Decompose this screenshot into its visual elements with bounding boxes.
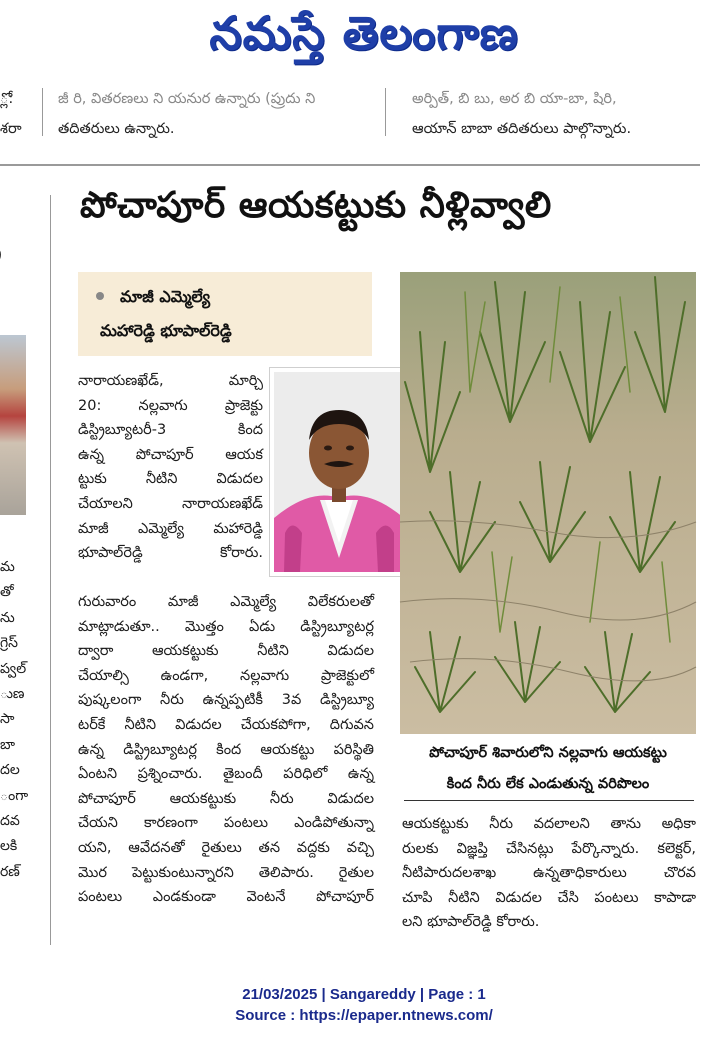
neighbor-text-fragment: లకి (0, 838, 18, 855)
text-line: టర్‌కే నీటిని విడుదల చేయకపోగా, దిగువన (78, 716, 374, 733)
text-line: మాట్లాడుతూ.. మొత్తం ఏడు డిస్ట్రిబ్యూటర్ల (78, 618, 374, 635)
text-line: డిస్ట్రిబ్యూటరీ-3 కింద (78, 422, 263, 439)
text-line: 20: నల్లవాగు ప్రాజెక్టు (78, 397, 263, 414)
top-strip-text: శరా (0, 121, 22, 137)
crop-field-photo (400, 272, 696, 734)
text-line: ఉన్న పోచాపూర్ ఆయక (78, 446, 263, 463)
neighbor-text-fragment: దల (0, 762, 20, 779)
top-strip-text: ్లో: (0, 91, 14, 107)
page-footer (0, 984, 728, 1026)
neighbor-text-fragment: గ్రెస్ (0, 635, 18, 652)
caption-divider (404, 800, 694, 801)
text-line: మాజీ ఎమ్మెల్యే మహారెడ్డి (78, 520, 263, 537)
neighbor-headline-glyph (0, 199, 2, 281)
text-line: భూపాల్‌రెడ్డి కోరారు. (78, 545, 263, 562)
neighbor-text-column (0, 555, 30, 885)
article-headline: పోచాపూర్ ఆయకట్టుకు నీళ్లివ్వాలి (80, 185, 552, 226)
text-line: పుష్కలంగా నీరు ఉన్నప్పటికీ 3వ డిస్ట్రిబ్యూ (78, 692, 374, 709)
text-line: యని, ఆవేదనతో రైతులు తన వద్దకు వచ్చి (78, 839, 374, 856)
text-line: మొర పెట్టుకుంటున్నారని తెలిపారు. రైతుల (78, 864, 374, 881)
column-divider (385, 88, 386, 136)
text-line: ట్టుకు నీటిని విడుదల (78, 471, 263, 488)
text-line: ఉన్న డిస్ట్రిబ్యూటర్ల కింద ఆయకట్టు పరిస్థితి (78, 741, 374, 758)
text-line: పోచాపూర్ ఆయకట్టుకు నీరు విడుదల (78, 790, 374, 807)
article-text-continued (402, 812, 696, 935)
neighbor-text-fragment: తో (0, 584, 14, 601)
crop-field-image (400, 272, 696, 734)
neighbor-text-fragment: ుణ (0, 686, 25, 703)
byline-name: మహారెడ్డి భూపాల్‌రెడ్డి (100, 321, 232, 340)
portrait-image (270, 368, 408, 576)
article-text-main (78, 590, 374, 910)
bullet-icon (96, 292, 104, 300)
neighbor-photo-fragment (0, 335, 26, 515)
text-line: చేయాలని నారాయణఖేడ్ (78, 495, 263, 512)
top-strip-col1 (0, 84, 36, 144)
photo-caption (400, 738, 696, 800)
section-divider (0, 164, 700, 166)
portrait-photo (270, 368, 408, 576)
caption-line: కింద నీరు లేక ఎండుతున్న వరిపొలం (446, 776, 650, 792)
byline-box (78, 272, 372, 356)
text-line: ఆయకట్టుకు నీరు వదలాలని తాను అధికా (402, 816, 696, 832)
masthead-logo: నమస్తే తెలంగాణ (209, 6, 519, 60)
text-line: ద్వారా ఆయకట్టుకు నీటిని విడుదల (78, 643, 374, 660)
top-strip-text: అర్పిత్, బి బు, అర బి యా-బా, షిరి, (412, 91, 617, 107)
footer-source-link[interactable]: Source : https://epaper.ntnews.com/ (235, 1007, 493, 1024)
neighbor-text-fragment: ంగా (0, 787, 29, 804)
text-line: పంటలు ఎండకుండా వెంటనే పోచాపూర్ (78, 889, 374, 906)
footer-date-line: 21/03/2025 | Sangareddy | Page : 1 (242, 986, 486, 1003)
column-divider (50, 195, 51, 945)
neighbor-text-fragment: ప్వల్ (0, 660, 27, 677)
neighbor-headline-fragment (0, 195, 28, 293)
text-line: చూపి నీటిని విడుదల చేసి పంటలు కాపాడా (402, 889, 696, 906)
neighbor-text-fragment: బా (0, 736, 16, 753)
text-line: ఏంటని ప్రశ్నించారు. తైబందీ పరిధిలో ఉన్న (78, 766, 374, 783)
top-strip-text: ఆయాన్ బాబా తదితరులు పాల్గొన్నారు. (412, 121, 632, 137)
neighbor-text-fragment: ను (0, 609, 15, 626)
top-strip-text: తదితరులు ఉన్నారు. (58, 121, 175, 137)
text-line: చేయని కారణంగా పంటలు ఎండిపోతున్నా (78, 815, 374, 832)
top-strip-col2 (58, 84, 370, 144)
text-line: నీటిపారుదలశాఖ ఉన్నతాధికారులు చొరవ (402, 865, 696, 882)
text-line: రులకు విజ్ఞప్తి చేసినట్లు పేర్కొన్నారు. కలెక్టర్, (402, 840, 696, 857)
top-strip (0, 84, 728, 164)
text-line: నారాయణఖేడ్, మార్చి (78, 373, 263, 389)
top-strip-text: జీ రి, వితరణలు ని యనుర ఉన్నారు (ప్రుదు ని (58, 91, 316, 107)
caption-line: పోచాపూర్ శివారులోని నల్లవాగు ఆయకట్టు (429, 745, 667, 761)
text-line: చేయాల్సి ఉండగా, నల్లవాగు ప్రాజెక్టులో (78, 667, 374, 684)
byline-title: మాజీ ఎమ్మెల్యే (120, 287, 211, 306)
column-divider (42, 88, 43, 136)
text-line: లని భూపాల్‌రెడ్డి కోరారు. (402, 914, 540, 931)
top-strip-col3 (412, 84, 702, 144)
neighbor-text-fragment: మ (0, 559, 15, 575)
neighbor-text-fragment: రణ్ (0, 863, 20, 880)
neighbor-text-fragment: దవ (0, 813, 20, 830)
article-text-intro (78, 369, 263, 566)
neighbor-text-fragment: సా (0, 711, 15, 728)
text-line: గురువారం మాజీ ఎమ్మెల్యే విలేకరులతో (78, 594, 374, 610)
